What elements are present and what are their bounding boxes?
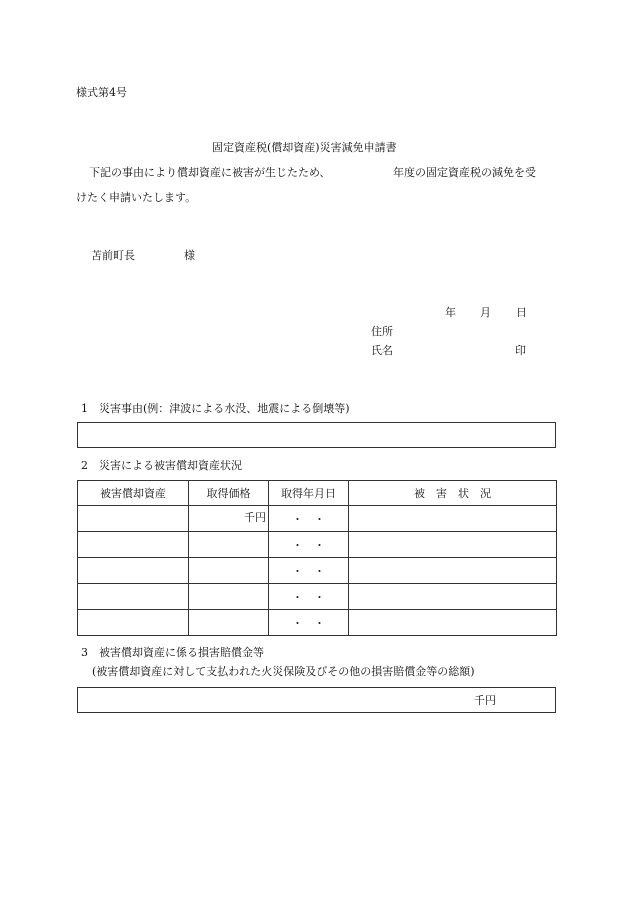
asset-cell[interactable] xyxy=(78,584,189,610)
date-cell[interactable]: ・ ・ xyxy=(269,610,349,636)
col-acquisition-price: 取得価格 xyxy=(189,481,269,506)
status-cell[interactable] xyxy=(349,532,557,558)
name-label: 氏名 xyxy=(371,344,393,357)
date-cell[interactable]: ・ ・ xyxy=(269,584,349,610)
date-day: 日 xyxy=(516,306,527,319)
price-cell[interactable] xyxy=(189,532,269,558)
date-cell[interactable]: ・ ・ xyxy=(269,506,349,532)
status-cell[interactable] xyxy=(349,558,557,584)
col-acquisition-date: 取得年月日 xyxy=(269,481,349,506)
document-title: 固定資産税(償却資産)災害減免申請書 xyxy=(212,141,397,154)
address-label: 住所 xyxy=(371,325,393,338)
price-cell[interactable] xyxy=(189,610,269,636)
asset-cell[interactable] xyxy=(78,558,189,584)
disaster-reason-field[interactable] xyxy=(77,422,556,448)
form-number: 様式第4号 xyxy=(76,86,127,99)
damaged-assets-table xyxy=(77,480,557,636)
body-line-1a: 下記の事由により償却資産に被害が生じたため、 xyxy=(89,166,331,179)
col-damage-status: 被 害 状 況 xyxy=(349,481,557,506)
table-row xyxy=(78,558,557,584)
asset-cell[interactable] xyxy=(78,610,189,636)
compensation-total-field[interactable] xyxy=(77,687,556,713)
section3-note: (被害償却資産に対して支払われた火災保険及びその他の損害賠償金等の総額) xyxy=(92,665,475,678)
date-cell[interactable]: ・ ・ xyxy=(269,532,349,558)
price-cell[interactable] xyxy=(189,584,269,610)
price-cell[interactable]: 千円 xyxy=(189,506,269,532)
status-cell[interactable] xyxy=(349,610,557,636)
date-cell[interactable]: ・ ・ xyxy=(269,558,349,584)
col-damaged-asset: 被害償却資産 xyxy=(78,481,189,506)
addressee-honorific: 様 xyxy=(184,249,195,262)
body-line-2: けたく申請いたします。 xyxy=(76,191,197,204)
status-cell[interactable] xyxy=(349,584,557,610)
section1-heading: 1 災害事由(例：津波による水没、地震による倒壊等) xyxy=(81,402,350,415)
addressee-name: 苫前町長 xyxy=(91,249,135,262)
price-cell[interactable] xyxy=(189,558,269,584)
status-cell[interactable] xyxy=(349,506,557,532)
compensation-unit: 千円 xyxy=(474,694,496,707)
date-year: 年 xyxy=(445,306,456,319)
body-line-1b: 年度の固定資産税の減免を受 xyxy=(393,166,536,179)
table-row xyxy=(78,506,557,532)
table-row xyxy=(78,584,557,610)
asset-cell[interactable] xyxy=(78,532,189,558)
asset-cell[interactable] xyxy=(78,506,189,532)
table-header-row xyxy=(78,481,557,506)
section2-heading: 2 災害による被害償却資産状況 xyxy=(81,459,242,472)
section3-heading: 3 被害償却資産に係る損害賠償金等 xyxy=(81,646,264,659)
date-month: 月 xyxy=(480,306,491,319)
table-row xyxy=(78,610,557,636)
table-row xyxy=(78,532,557,558)
seal-mark: 印 xyxy=(515,344,526,357)
